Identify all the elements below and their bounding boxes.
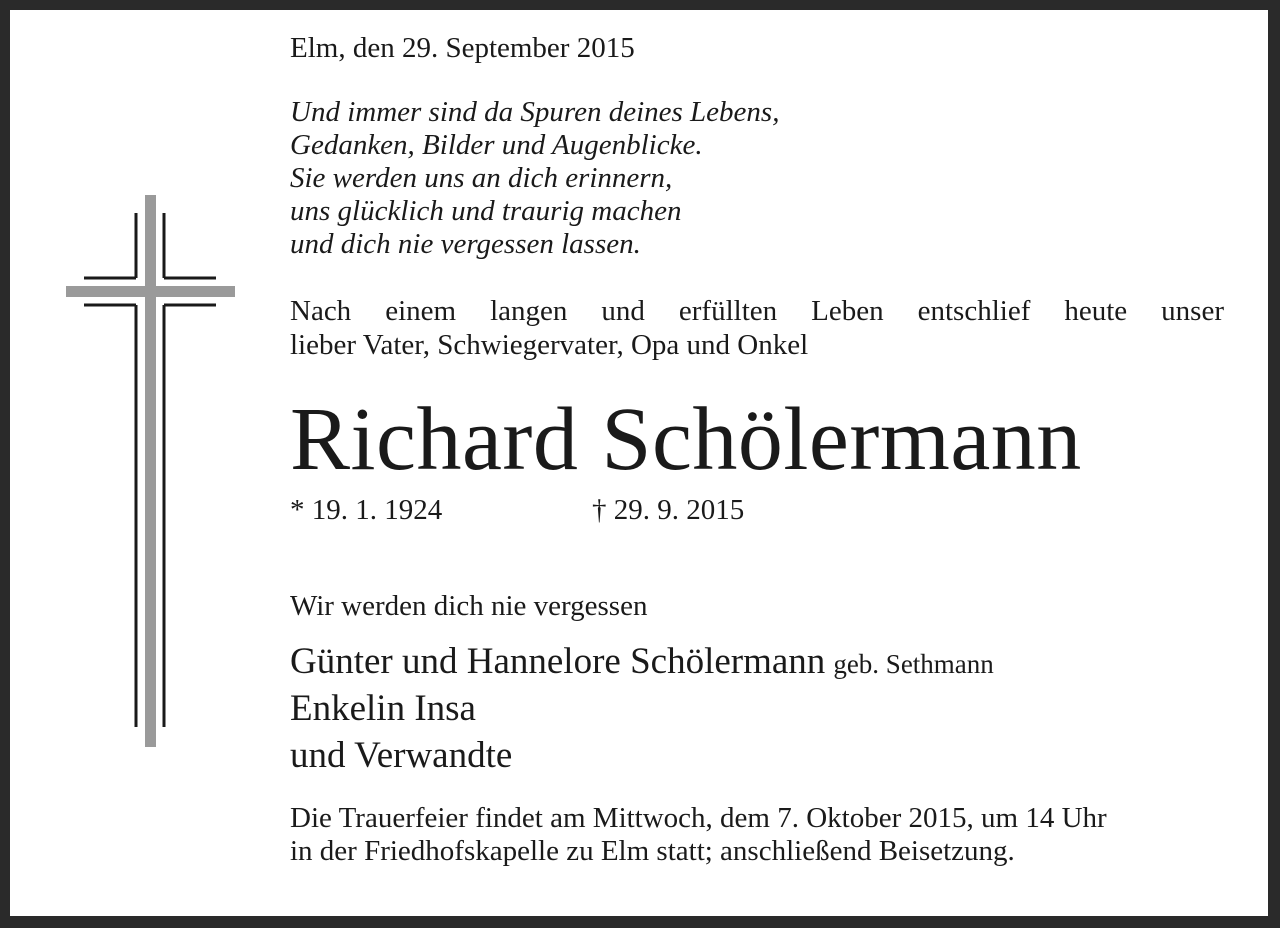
place-date: Elm, den 29. September 2015: [290, 32, 635, 64]
birth-date: * 19. 1. 1924: [290, 494, 443, 526]
cross-icon: [66, 195, 238, 752]
intro-line: Nach einem langen und erfüllten Leben entschlief heute unser: [290, 295, 1224, 327]
mourner-line: und Verwandte: [290, 735, 513, 776]
poem: [290, 96, 779, 261]
mourner-line: Enkelin Insa: [290, 688, 476, 729]
deceased-name: Richard Schölermann: [290, 390, 1082, 489]
maiden-name: geb. Sethmann: [833, 649, 994, 679]
funeral-info: [290, 802, 1224, 868]
intro-line: lieber Vater, Schwiegervater, Opa und Onkel: [290, 329, 809, 361]
poem-line: und dich nie vergessen lassen.: [290, 228, 641, 260]
funeral-line: Die Trauerfeier findet am Mittwoch, dem 7. Oktober 2015, um 14 Uhr: [290, 802, 1107, 834]
funeral-line: in der Friedhofskapelle zu Elm statt; anschließend Beisetzung.: [290, 835, 1015, 867]
poem-line: Und immer sind da Spuren deines Lebens,: [290, 96, 780, 128]
mourner-names: Günter und Hannelore Schölermann: [290, 641, 826, 682]
farewell-line: Wir werden dich nie vergessen: [290, 590, 648, 622]
poem-line: uns glücklich und traurig machen: [290, 195, 682, 227]
death-date: † 29. 9. 2015: [592, 494, 745, 526]
poem-line: Sie werden uns an dich erinnern,: [290, 162, 673, 194]
mourner-line: [290, 638, 994, 688]
intro-text: [290, 294, 1224, 362]
obituary-notice: [10, 10, 1268, 916]
poem-line: Gedanken, Bilder und Augenblicke.: [290, 129, 703, 161]
